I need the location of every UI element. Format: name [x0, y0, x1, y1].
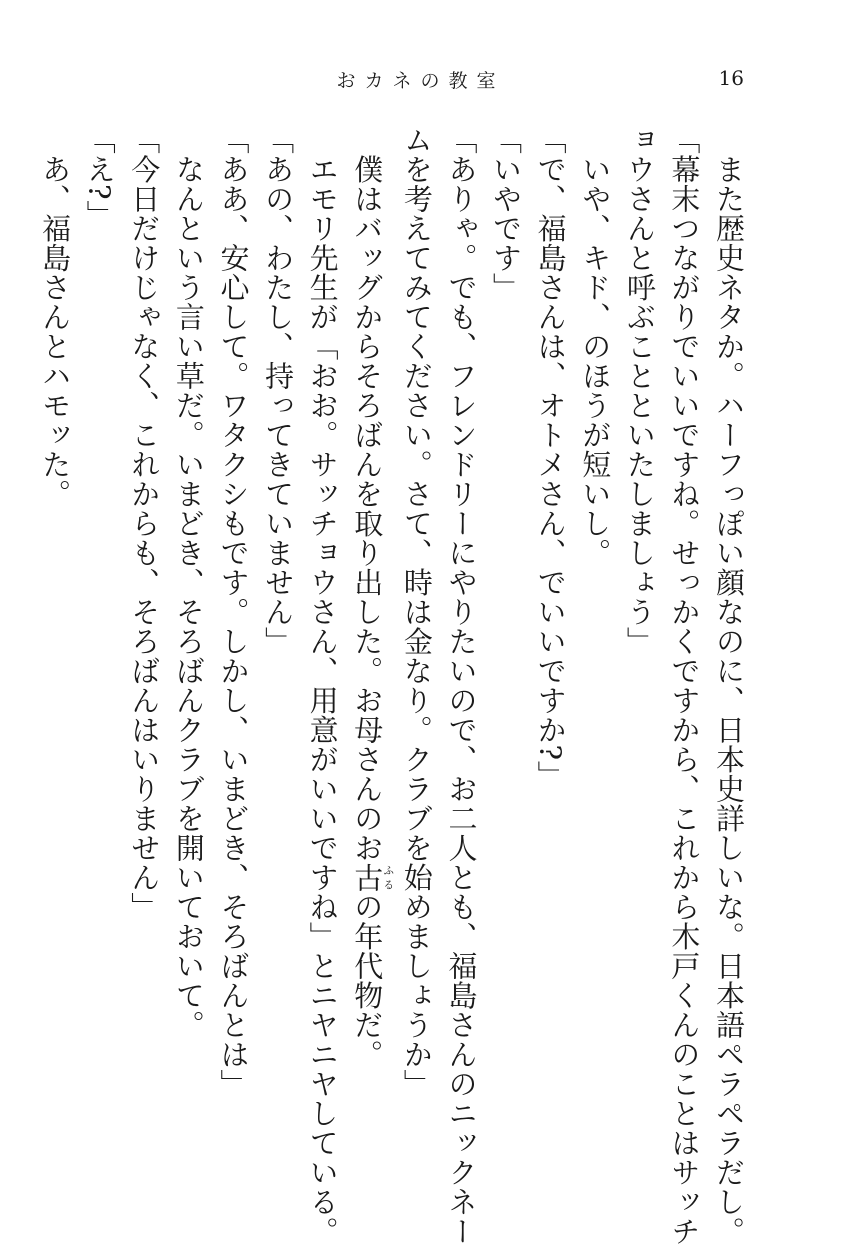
text-line: エモリ先生が「おお。サッチョウさん、用意がいいですね」とニヤニヤしている。 — [305, 125, 340, 1246]
text-line: 「幕末つながりでいいですね。せっかくですから、これから木戸くんのことはサッチ — [667, 125, 702, 1246]
text-line: また歴史ネタか。ハーフっぽい顔なのに、日本史詳しいな。日本語ペラペラだし。 — [712, 125, 746, 1246]
text-line: あ、福島さんとハモッた。 — [38, 125, 73, 509]
text-line-with-ruby — [345, 125, 395, 1125]
text-line: いや、キド、のほうが短いし。 — [578, 125, 613, 568]
ruby-word — [350, 862, 395, 893]
text-line: 「ああ、安心して。ワタクシもです。しかし、いまどき、そろばんとは」 — [216, 125, 251, 1099]
text-line: ムを考えてみてください。さて、時は金なり。クラブを始めましょうか」 — [399, 125, 434, 1099]
page-number: 16 — [718, 66, 744, 90]
text-line: 「え?」 — [82, 125, 117, 230]
ruby-line-before: 僕はバッグからそろばんを取り出した。お母さんのお — [350, 125, 385, 863]
ruby-base: 古 — [350, 862, 385, 892]
text-line: ョウさんと呼ぶことといたしましょう」 — [622, 125, 657, 656]
text-line: 「ありゃ。でも、フレンドリーにやりたいので、お二人とも、福島さんのニックネー — [444, 125, 479, 1246]
text-line: 「今日だけじゃなく、これからも、そろばんはいりません」 — [127, 125, 162, 922]
book-title: おカネの教室 — [336, 70, 505, 92]
ruby-line-after: の年代物だ。 — [350, 892, 385, 1069]
running-head — [0, 64, 841, 94]
ruby-reading: ふる — [381, 862, 395, 892]
text-line: なんという言い草だ。いまどき、そろばんクラブを開いておいて。 — [171, 125, 206, 1040]
text-line: 「あの、わたし、持ってきていません」 — [261, 125, 296, 656]
body-text — [38, 125, 751, 1246]
text-line: 「いやです」 — [489, 125, 524, 302]
text-line: 「で、福島さんは、オトメさん、でいいですか?」 — [533, 125, 568, 791]
